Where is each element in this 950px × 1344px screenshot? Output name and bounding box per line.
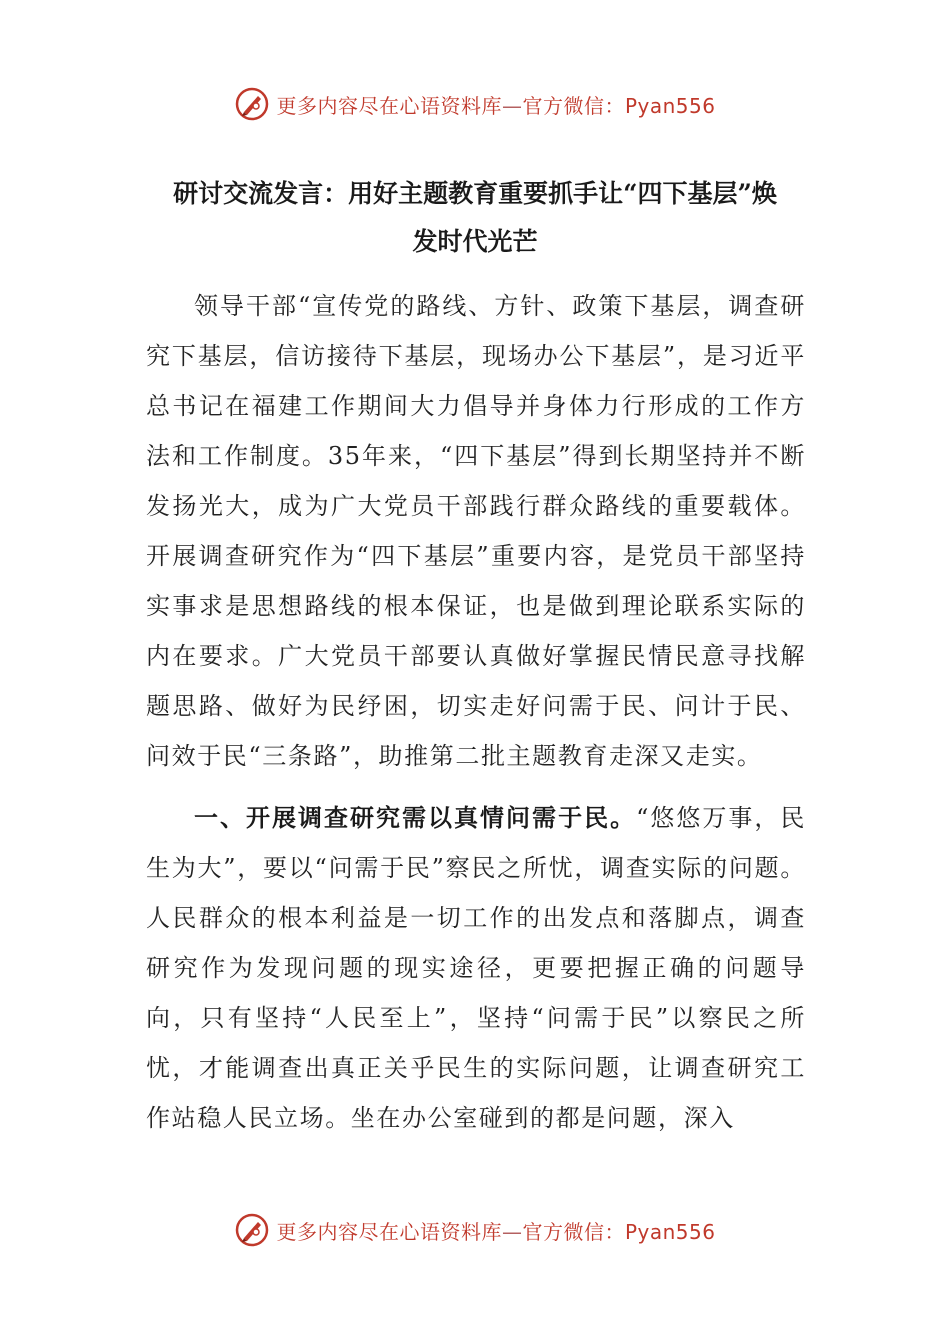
paragraph-intro: 领导干部“宣传党的路线、方针、政策下基层，调查研究下基层，信访接待下基层，现场办公下基层”，是习近平总书记在福建工作期间大力倡导并身体力行形成的工作方法和工作制度。35年来，“四下基层”得到长期坚持并不断发扬光大，成为广大党员干部践行群众路线的重要载体。开展调查研究作为“四下基层”重要内容，是党员干部坚持实事求是思想路线的根本保证，也是做到理论联系实际的内在要求。广大党员干部要认真做好掌握民情民意寻找解题思路、做好为民纾困，切实走好问需于民、问计于民、问效于民“三条路”，助推第二批主题教育走深又走实。 xyxy=(146,292,806,770)
banner-contact-text: 官方微信：Pyan556 xyxy=(522,1219,716,1244)
header-banner xyxy=(0,82,950,126)
document-title xyxy=(120,170,830,266)
banner-dash: — xyxy=(501,1219,523,1244)
banner-text xyxy=(276,1216,715,1245)
section-1-heading: 一、开展调查研究需以真情问需于民。 xyxy=(194,803,637,832)
footer-banner xyxy=(0,1208,950,1252)
section-1-text: “悠悠万事，民生为大”，要以“问需于民”察民之所忧，调查实际的问题。人民群众的根本利益是一切工作的出发点和落脚点，调查研究作为发现问题的现实途径，更要把握正确的问题导向，只有坚持“人民至上”，坚持“问需于民”以察民之所忧，才能调查出真正关乎民生的实际问题，让调查研究工作站稳人民立场。坐在办公室碰到的都是问题，深入 xyxy=(146,804,806,1132)
banner-main-text: 更多内容尽在心语资料库 xyxy=(276,93,502,118)
document-body xyxy=(146,281,806,1143)
title-line-1: 研讨交流发言：用好主题教育重要抓手让“四下基层”焕 xyxy=(173,179,777,208)
pen-logo-icon xyxy=(234,86,270,122)
banner-text xyxy=(276,90,715,119)
banner-contact-text: 官方微信：Pyan556 xyxy=(522,93,716,118)
paragraph-section-1 xyxy=(146,793,806,1143)
banner-dash: — xyxy=(501,93,523,118)
title-line-2: 发时代光芒 xyxy=(412,227,538,256)
pen-logo-icon xyxy=(234,1212,270,1248)
banner-main-text: 更多内容尽在心语资料库 xyxy=(276,1219,502,1244)
